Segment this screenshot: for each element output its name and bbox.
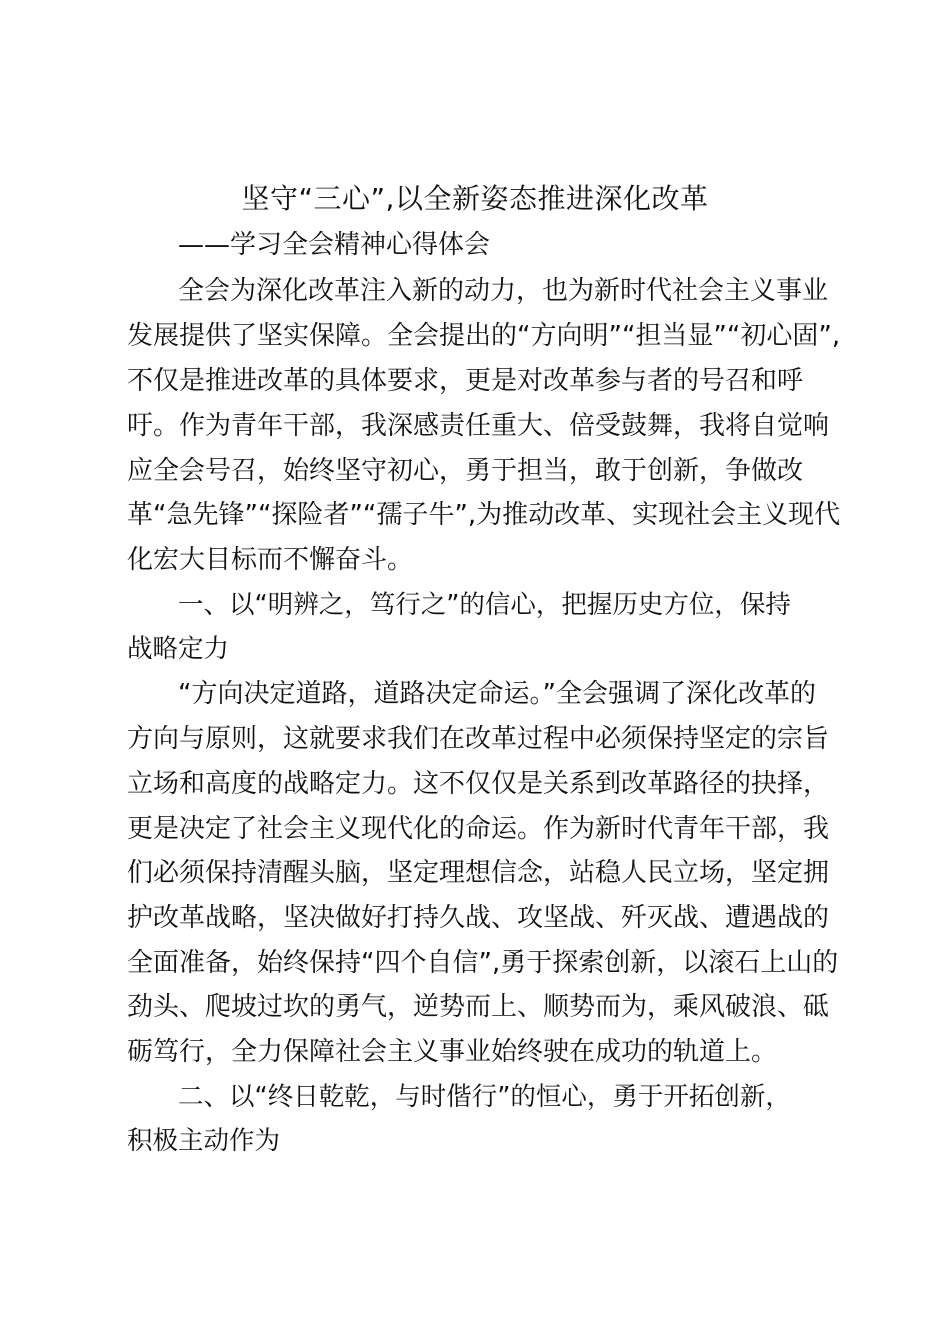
paragraph-line: “方向决定道路，道路决定命运。”全会强调了深化改革的 [178,679,816,709]
section-heading: 二、以“终日乾乾，与时偕行”的恒心，勇于开拓创新， [178,1082,791,1112]
paragraph-line: 砺笃行，全力保障社会主义事业始终驶在成功的轨道上。 [127,1037,778,1067]
document-subtitle: ——学习全会精神心得体会 [178,230,491,260]
section-heading: 一、以“明辨之，笃行之”的信心，把握历史方位，保持 [178,590,791,620]
paragraph-line: 方向与原则，这就要求我们在改革过程中必须保持坚定的宗旨 [127,724,830,754]
paragraph-line: 不仅是推进改革的具体要求，更是对改革参与者的号召和呼 [127,366,804,396]
paragraph-line: 们必须保持清醒头脑，坚定理想信念，站稳人民立场，坚定拥 [127,858,830,888]
paragraph-line: 护改革战略，坚决做好打持久战、攻坚战、歼灭战、遭遇战的 [127,903,830,933]
paragraph-line: 劲头、爬坡过坎的勇气，逆势而上、顺势而为，乘风破浪、砥 [127,992,830,1022]
paragraph-line: 立场和高度的战略定力。这不仅仅是关系到改革路径的抉择， [127,769,830,799]
paragraph-line: 化宏大目标而不懈奋斗。 [127,545,414,575]
paragraph-line: 应全会号召，始终坚守初心，勇于担当，敢于创新，争做改 [127,456,804,486]
paragraph-line: 革“急先锋”“探险者”“孺子牛”,为推动改革、实现社会主义现代 [127,500,841,530]
document-title: 坚守“三心”,以全新姿态推进深化改革 [241,182,709,215]
paragraph-line: 吁。作为青年干部，我深感责任重大、倍受鼓舞，我将自觉响 [127,411,830,441]
section-heading: 积极主动作为 [127,1126,281,1156]
paragraph-line: 发展提供了坚实保障。全会提出的“方向明”“担当显”“初心固”, [127,321,841,351]
paragraph-line: 更是决定了社会主义现代化的命运。作为新时代青年干部，我 [127,814,830,844]
paragraph-line: 全面准备，始终保持“四个自信”,勇于探索创新，以滚石上山的 [127,948,839,978]
section-heading: 战略定力 [127,634,230,664]
paragraph-line: 全会为深化改革注入新的动力，也为新时代社会主义事业 [178,276,829,306]
